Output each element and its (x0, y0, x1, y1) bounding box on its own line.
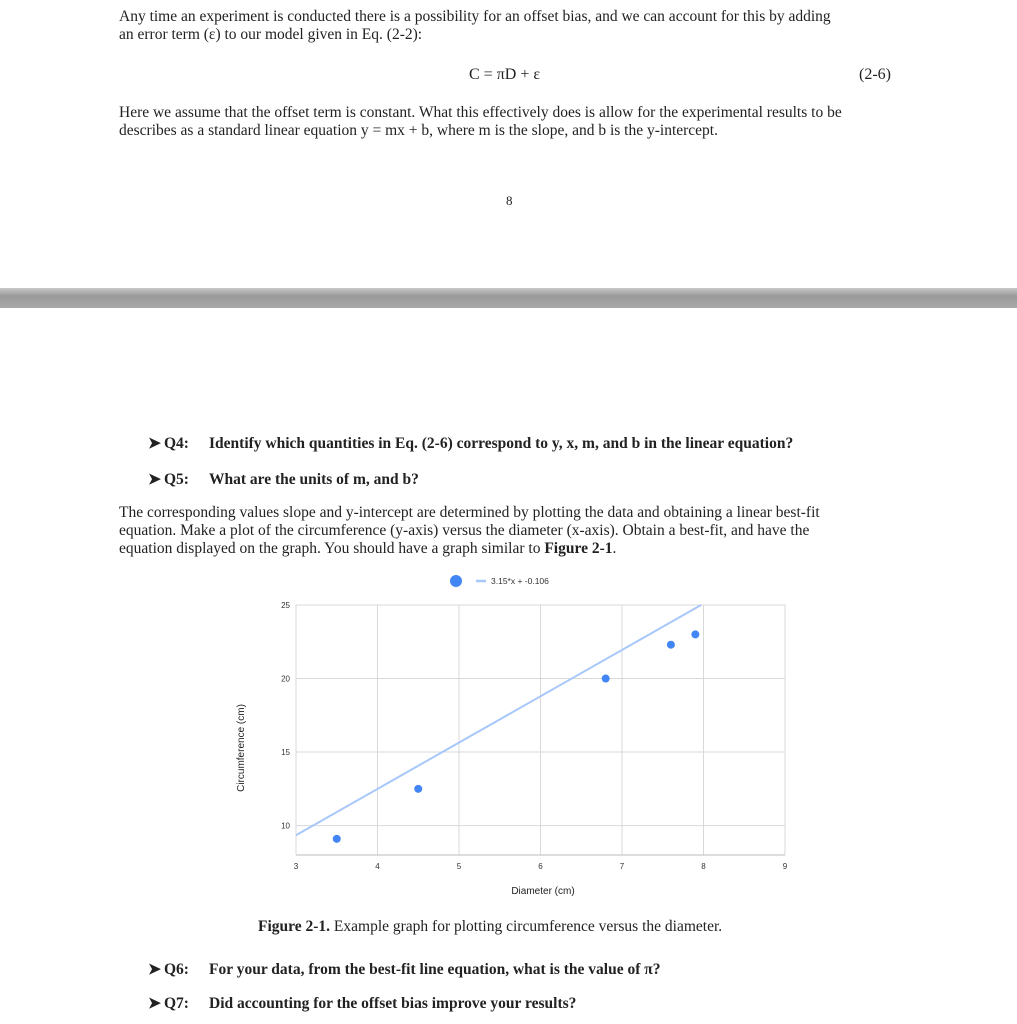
x-axis-label: Diameter (cm) (511, 886, 575, 897)
x-tick-label: 7 (619, 862, 625, 871)
data-point (333, 835, 341, 843)
equation-number: (2-6) (859, 66, 891, 83)
data-point (691, 630, 699, 638)
x-tick-label: 9 (782, 862, 788, 871)
paragraph-line: an error term (ε) to our model given in Eq. (2-2): (119, 26, 423, 43)
question-text: Identify which quantities in Eq. (2-6) correspond to y, x, m, and b in the linear equation? (209, 435, 794, 452)
y-tick-label: 15 (281, 748, 290, 758)
data-point (667, 641, 675, 649)
paragraph-line (119, 540, 909, 558)
arrow-icon: ➤ (148, 435, 161, 452)
chart-figure-2-1 (230, 568, 800, 908)
paragraph-plot-instructions (119, 504, 909, 558)
trendline (296, 605, 701, 835)
question-number: Q7: (164, 995, 189, 1012)
question-q4 (148, 434, 793, 453)
paragraph-offset-bias (119, 8, 909, 44)
page-number: 8 (506, 193, 513, 208)
question-number: Q6: (164, 961, 189, 978)
question-q7 (148, 994, 576, 1013)
paragraph-line: The corresponding values slope and y-intercept are determined by plotting the data and obtaining a linear best-fit (119, 504, 820, 521)
legend-marker (450, 575, 462, 587)
x-tick-label: 5 (456, 862, 462, 871)
x-tick-label: 4 (375, 862, 380, 871)
data-point (414, 785, 422, 793)
x-tick-label: 3 (293, 862, 299, 871)
question-q6 (148, 960, 661, 979)
paragraph-text: . (612, 540, 617, 557)
paragraph-line: Any time an experiment is conducted there is a possibility for an offset bias, and we can account for this by adding (119, 8, 831, 25)
page-break-divider (0, 288, 1017, 308)
y-tick-label: 25 (281, 601, 290, 610)
paragraph-text: equation displayed on the graph. You should have a graph similar to (119, 540, 545, 557)
figure-caption-text: Example graph for plotting circumference versus the diameter. (330, 918, 723, 935)
y-tick-label: 20 (281, 674, 290, 684)
paragraph-line: describes as a standard linear equation y = mx + b, where m is the slope, and b is the y-intercept. (119, 122, 718, 139)
paragraph-line: equation. Make a plot of the circumference (y-axis) versus the diameter (x-axis). Obtain a best-fit, and have the (119, 522, 810, 539)
arrow-icon: ➤ (148, 995, 161, 1012)
question-text: Did accounting for the offset bias improve your results? (209, 995, 577, 1012)
y-axis-label: Circumference (cm) (236, 704, 247, 792)
arrow-icon: ➤ (148, 471, 161, 488)
question-number: Q4: (164, 435, 189, 452)
paragraph-line: Here we assume that the offset term is constant. What this effectively does is allow for the experimental results to be (119, 104, 842, 121)
figure-caption (258, 918, 722, 936)
question-text: What are the units of m, and b? (209, 471, 419, 488)
data-point (602, 675, 610, 683)
equation: C = πD + ε (469, 66, 541, 83)
y-tick-label: 10 (281, 821, 290, 831)
legend-label: 3.15*x + -0.106 (491, 576, 549, 586)
question-q5 (148, 470, 419, 489)
x-tick-label: 8 (701, 862, 706, 871)
x-tick-label: 6 (538, 862, 543, 871)
paragraph-linear-equation (119, 104, 919, 140)
figure-caption-label: Figure 2-1. (258, 918, 331, 935)
question-text: For your data, from the best-fit line equation, what is the value of π? (209, 961, 661, 978)
question-number: Q5: (164, 471, 189, 488)
figure-reference: Figure 2-1 (544, 540, 613, 557)
arrow-icon: ➤ (148, 961, 161, 978)
